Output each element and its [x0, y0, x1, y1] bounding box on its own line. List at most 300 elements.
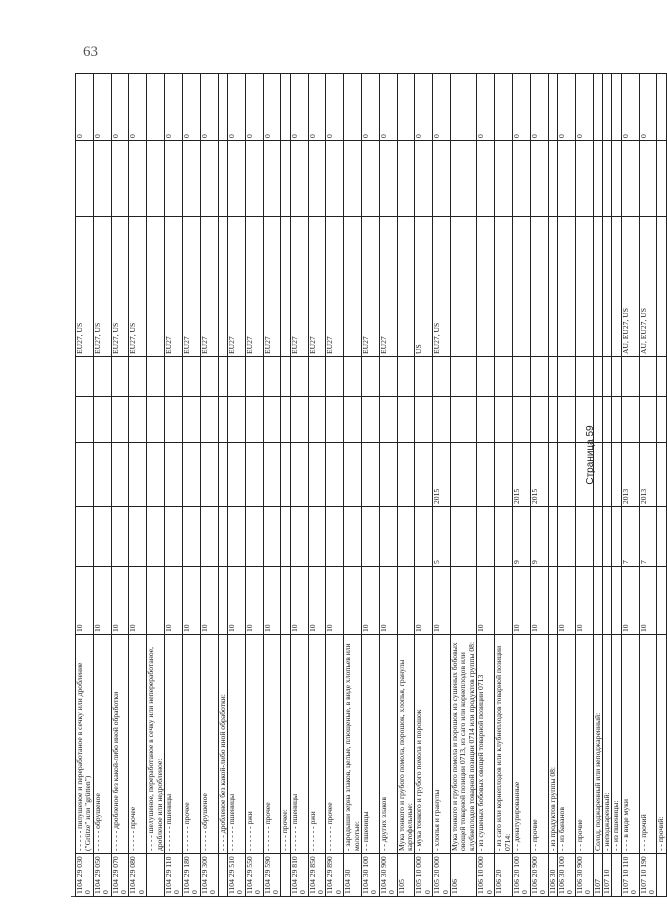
- empty-cell: [379, 397, 397, 443]
- rate-cell: [602, 567, 611, 635]
- description-cell: - неподжаренный:: [602, 635, 611, 854]
- year-cell: [495, 443, 513, 507]
- empty-cell: [657, 357, 666, 397]
- empty-cell: [218, 141, 227, 217]
- table-row: [548, 74, 557, 897]
- empty-cell: [530, 397, 548, 443]
- empty-cell: [557, 141, 575, 217]
- rate-reduced-cell: [344, 507, 362, 567]
- countries-cell: AU, EU27, US: [639, 217, 657, 357]
- rate-reduced-cell: [111, 507, 129, 567]
- rate-cell: 10: [557, 567, 575, 635]
- rate-cell: 10: [621, 567, 639, 635]
- code-cell: 1104 30: [344, 854, 362, 897]
- rate-cell: 10: [433, 567, 451, 635]
- description-cell: - из сушеных бобовых овощей товарной позиции 0713: [477, 635, 495, 854]
- empty-cell: [290, 141, 308, 217]
- rate-reduced-cell: [281, 507, 290, 567]
- description-cell: - - из пшеницы:: [612, 635, 621, 854]
- final-rate-cell: [612, 74, 621, 141]
- description-cell: - зародыши зерна злаков, целые, плющеные, в виде хлопьев или молотые:: [344, 635, 362, 854]
- code-cell: 1105: [397, 854, 415, 897]
- final-rate-cell: 0: [326, 74, 344, 141]
- rate-cell: 10: [111, 567, 129, 635]
- empty-cell: [548, 141, 557, 217]
- empty-cell: [281, 141, 290, 217]
- rate-cell: 10: [263, 567, 281, 635]
- final-rate-cell: 0: [245, 74, 263, 141]
- table-row: [621, 74, 639, 897]
- final-rate-cell: 0: [308, 74, 326, 141]
- description-cell: - - - - - обрушеное: [93, 635, 111, 854]
- table-row: [76, 74, 94, 897]
- countries-cell: [548, 217, 557, 357]
- year-cell: [218, 443, 227, 507]
- final-rate-cell: 0: [182, 74, 200, 141]
- year-cell: [451, 443, 477, 507]
- countries-cell: EU27: [227, 217, 245, 357]
- table-row: [111, 74, 129, 897]
- empty-cell: [530, 357, 548, 397]
- rate-reduced-cell: 5: [433, 507, 451, 567]
- code-cell: 1104 29 890 0: [326, 854, 344, 897]
- countries-cell: [147, 217, 165, 357]
- empty-cell: [147, 397, 165, 443]
- table-row: [557, 74, 575, 897]
- year-cell: [76, 443, 94, 507]
- rate-reduced-cell: [227, 507, 245, 567]
- description-cell: - хлопья и гранулы: [433, 635, 451, 854]
- empty-cell: [263, 357, 281, 397]
- table-row: [182, 74, 200, 897]
- countries-cell: [281, 217, 290, 357]
- description-cell: - - - - - - пшеницы: [165, 635, 183, 854]
- empty-cell: [557, 357, 575, 397]
- table-row: [657, 74, 666, 897]
- table-row: [227, 74, 245, 897]
- description-cell: - - пшеницы: [362, 635, 380, 854]
- empty-cell: [593, 141, 602, 217]
- empty-cell: [227, 357, 245, 397]
- final-rate-cell: [147, 74, 165, 141]
- code-cell: [612, 854, 621, 897]
- empty-cell: [308, 397, 326, 443]
- countries-cell: EU27: [165, 217, 183, 357]
- final-rate-cell: [281, 74, 290, 141]
- final-rate-cell: 0: [575, 74, 593, 141]
- empty-cell: [263, 141, 281, 217]
- empty-cell: [227, 397, 245, 443]
- empty-cell: [657, 397, 666, 443]
- description-cell: - - - - - прочее: [129, 635, 147, 854]
- year-cell: [415, 443, 433, 507]
- table-row: [281, 74, 290, 897]
- empty-cell: [290, 357, 308, 397]
- rate-reduced-cell: [326, 507, 344, 567]
- year-cell: [612, 443, 621, 507]
- empty-cell: [147, 141, 165, 217]
- code-cell: 1104 30 100 0: [362, 854, 380, 897]
- rate-cell: 10: [415, 567, 433, 635]
- code-cell: 1104 29 070 0: [111, 854, 129, 897]
- year-cell: [557, 443, 575, 507]
- empty-cell: [326, 141, 344, 217]
- empty-cell: [639, 141, 657, 217]
- table-row: [200, 74, 218, 897]
- tariff-table: [75, 73, 667, 897]
- rate-cell: [612, 567, 621, 635]
- year-cell: [227, 443, 245, 507]
- empty-cell: [245, 357, 263, 397]
- table-row: [344, 74, 362, 897]
- empty-cell: [602, 357, 611, 397]
- empty-cell: [512, 357, 530, 397]
- rate-cell: 10: [639, 567, 657, 635]
- empty-cell: [129, 141, 147, 217]
- empty-cell: [263, 397, 281, 443]
- empty-cell: [218, 397, 227, 443]
- table-row: [495, 74, 513, 897]
- countries-cell: [512, 217, 530, 357]
- year-cell: 2013: [621, 443, 639, 507]
- rate-reduced-cell: [290, 507, 308, 567]
- rate-reduced-cell: [379, 507, 397, 567]
- final-rate-cell: 0: [227, 74, 245, 141]
- description-cell: Мука тонкого и грубого помола, порошок, хлопья, гранулы картофельные:: [397, 635, 415, 854]
- year-cell: [290, 443, 308, 507]
- description-cell: - - прочий:: [657, 635, 666, 854]
- description-cell: - - - - прочее:: [281, 635, 290, 854]
- countries-cell: EU27: [308, 217, 326, 357]
- code-cell: 1104 29 080 0: [129, 854, 147, 897]
- table-row: [602, 74, 611, 897]
- rate-cell: 10: [182, 567, 200, 635]
- description-cell: - - - в виде муки: [621, 635, 639, 854]
- code-cell: 1106 20: [495, 854, 513, 897]
- rate-reduced-cell: [218, 507, 227, 567]
- code-cell: 1104 30 900 0: [379, 854, 397, 897]
- year-cell: [111, 443, 129, 507]
- code-cell: 1104 29 590 0: [263, 854, 281, 897]
- year-cell: [129, 443, 147, 507]
- empty-cell: [639, 397, 657, 443]
- empty-cell: [612, 357, 621, 397]
- rate-reduced-cell: 7: [621, 507, 639, 567]
- countries-cell: [575, 217, 593, 357]
- empty-cell: [362, 141, 380, 217]
- table-row: [415, 74, 433, 897]
- final-rate-cell: [602, 74, 611, 141]
- code-cell: 1104 29 810 0: [290, 854, 308, 897]
- empty-cell: [165, 141, 183, 217]
- empty-cell: [397, 141, 415, 217]
- code-cell: 1106 10 000 0: [477, 854, 495, 897]
- table-row: [263, 74, 281, 897]
- rate-reduced-cell: [451, 507, 477, 567]
- empty-cell: [495, 141, 513, 217]
- empty-cell: [451, 397, 477, 443]
- year-cell: [362, 443, 380, 507]
- year-cell: [165, 443, 183, 507]
- empty-cell: [76, 397, 94, 443]
- countries-cell: [593, 217, 602, 357]
- code-cell: [147, 854, 165, 897]
- empty-cell: [512, 397, 530, 443]
- empty-cell: [557, 397, 575, 443]
- final-rate-cell: [548, 74, 557, 141]
- final-rate-cell: 0: [477, 74, 495, 141]
- description-cell: - - прочие: [575, 635, 593, 854]
- code-cell: 1104 29 510 0: [227, 854, 245, 897]
- description-cell: - - - прочий: [639, 635, 657, 854]
- rate-cell: 10: [290, 567, 308, 635]
- table-row: [93, 74, 111, 897]
- table-row: [147, 74, 165, 897]
- rate-cell: 10: [165, 567, 183, 635]
- table-row: [477, 74, 495, 897]
- empty-cell: [415, 397, 433, 443]
- countries-cell: [602, 217, 611, 357]
- year-cell: [657, 443, 666, 507]
- empty-cell: [344, 357, 362, 397]
- code-cell: 1104 29 550 0: [245, 854, 263, 897]
- countries-cell: [612, 217, 621, 357]
- empty-cell: [182, 357, 200, 397]
- code-cell: 1106 30 900 0: [575, 854, 593, 897]
- empty-cell: [433, 141, 451, 217]
- table-row: [451, 74, 477, 897]
- rate-reduced-cell: [612, 507, 621, 567]
- empty-cell: [165, 397, 183, 443]
- countries-cell: [530, 217, 548, 357]
- countries-cell: [557, 217, 575, 357]
- final-rate-cell: [218, 74, 227, 141]
- table-row: [433, 74, 451, 897]
- rate-reduced-cell: [129, 507, 147, 567]
- countries-cell: EU27: [362, 217, 380, 357]
- description-cell: - - - - - - пшеницы: [290, 635, 308, 854]
- countries-cell: EU27: [379, 217, 397, 357]
- final-rate-cell: 0: [362, 74, 380, 141]
- rate-cell: 10: [227, 567, 245, 635]
- rate-reduced-cell: [76, 507, 94, 567]
- countries-cell: [451, 217, 477, 357]
- code-cell: [657, 854, 666, 897]
- countries-cell: [495, 217, 513, 357]
- rate-reduced-cell: [477, 507, 495, 567]
- empty-cell: [76, 357, 94, 397]
- description-cell: - - - - - обрушеное: [200, 635, 218, 854]
- final-rate-cell: [593, 74, 602, 141]
- description-cell: - - других злаков: [379, 635, 397, 854]
- countries-cell: EU27, US: [433, 217, 451, 357]
- empty-cell: [602, 141, 611, 217]
- empty-cell: [129, 357, 147, 397]
- rate-cell: [281, 567, 290, 635]
- final-rate-cell: [495, 74, 513, 141]
- code-cell: 1104 29 850 0: [308, 854, 326, 897]
- empty-cell: [495, 397, 513, 443]
- description-cell: - из саго или корнеплодов или клубнеплодов товарной позиции 0714:: [495, 635, 513, 854]
- rate-cell: 10: [575, 567, 593, 635]
- countries-cell: EU27: [326, 217, 344, 357]
- code-cell: 1107 10 190 0: [639, 854, 657, 897]
- empty-cell: [308, 357, 326, 397]
- empty-cell: [281, 357, 290, 397]
- code-cell: 1104 29 030 0: [76, 854, 94, 897]
- year-cell: [147, 443, 165, 507]
- empty-cell: [200, 357, 218, 397]
- rate-reduced-cell: [657, 507, 666, 567]
- code-cell: 1106 20 900 0: [530, 854, 548, 897]
- handwritten-page-mark: 63: [83, 44, 98, 60]
- rate-reduced-cell: [495, 507, 513, 567]
- empty-cell: [165, 357, 183, 397]
- countries-cell: EU27, US: [76, 217, 94, 357]
- rate-reduced-cell: [602, 507, 611, 567]
- countries-cell: [344, 217, 362, 357]
- code-cell: 1105 10 000 0: [415, 854, 433, 897]
- table-row: [165, 74, 183, 897]
- rate-reduced-cell: [308, 507, 326, 567]
- rate-reduced-cell: [245, 507, 263, 567]
- empty-cell: [397, 397, 415, 443]
- rate-cell: 10: [129, 567, 147, 635]
- year-cell: [200, 443, 218, 507]
- final-rate-cell: 0: [530, 74, 548, 141]
- countries-cell: EU27: [200, 217, 218, 357]
- year-cell: [602, 443, 611, 507]
- rate-reduced-cell: [263, 507, 281, 567]
- rate-reduced-cell: [557, 507, 575, 567]
- code-cell: [281, 854, 290, 897]
- rate-reduced-cell: 7: [639, 507, 657, 567]
- rate-cell: 10: [93, 567, 111, 635]
- rate-reduced-cell: [397, 507, 415, 567]
- countries-cell: EU27: [263, 217, 281, 357]
- final-rate-cell: 0: [557, 74, 575, 141]
- empty-cell: [621, 141, 639, 217]
- countries-cell: [218, 217, 227, 357]
- year-cell: [397, 443, 415, 507]
- table-row: [362, 74, 380, 897]
- countries-cell: EU27: [290, 217, 308, 357]
- description-cell: - - прочие: [530, 635, 548, 854]
- countries-cell: [477, 217, 495, 357]
- empty-cell: [344, 141, 362, 217]
- description-cell: - из продуктов группы 08:: [548, 635, 557, 854]
- empty-cell: [147, 357, 165, 397]
- year-cell: 2015: [512, 443, 530, 507]
- year-cell: [263, 443, 281, 507]
- description-cell: Мука тонкого и грубого помола и порошок из сушеных бобовых овощей товарной позиции 0713, из саго или корнеплодов или клубнеплодов товарной позиции 0714 или продуктов группы 08:: [451, 635, 477, 854]
- empty-cell: [477, 141, 495, 217]
- rate-cell: 10: [477, 567, 495, 635]
- countries-cell: EU27, US: [93, 217, 111, 357]
- empty-cell: [281, 397, 290, 443]
- empty-cell: [182, 397, 200, 443]
- empty-cell: [182, 141, 200, 217]
- description-cell: - - - - - пилушеное и переработаное в сечку или дробление ("Grütze" или "grütten"): [76, 635, 94, 854]
- empty-cell: [379, 141, 397, 217]
- rate-cell: [344, 567, 362, 635]
- year-cell: [93, 443, 111, 507]
- rate-reduced-cell: [182, 507, 200, 567]
- final-rate-cell: [397, 74, 415, 141]
- year-cell: 2013: [639, 443, 657, 507]
- countries-cell: EU27: [182, 217, 200, 357]
- empty-cell: [575, 141, 593, 217]
- description-cell: - - - - - - ржи: [308, 635, 326, 854]
- rate-cell: 10: [362, 567, 380, 635]
- final-rate-cell: 0: [290, 74, 308, 141]
- countries-cell: US: [415, 217, 433, 357]
- empty-cell: [93, 141, 111, 217]
- empty-cell: [218, 357, 227, 397]
- final-rate-cell: 0: [93, 74, 111, 141]
- code-cell: 1106 30 100 0: [557, 854, 575, 897]
- final-rate-cell: 0: [379, 74, 397, 141]
- rate-cell: 10: [379, 567, 397, 635]
- code-cell: 1106 30: [548, 854, 557, 897]
- rate-cell: [218, 567, 227, 635]
- rate-cell: [593, 567, 602, 635]
- empty-cell: [602, 397, 611, 443]
- description-cell: - - - - - - прочее: [182, 635, 200, 854]
- empty-cell: [530, 141, 548, 217]
- countries-cell: EU27: [245, 217, 263, 357]
- countries-cell: AU, EU27, US: [621, 217, 639, 357]
- empty-cell: [111, 141, 129, 217]
- table-row: [612, 74, 621, 897]
- year-cell: 2015: [433, 443, 451, 507]
- description-cell: - мука тонкого и грубого помола и порошок: [415, 635, 433, 854]
- empty-cell: [451, 141, 477, 217]
- rate-reduced-cell: [362, 507, 380, 567]
- empty-cell: [326, 397, 344, 443]
- empty-cell: [477, 397, 495, 443]
- empty-cell: [621, 357, 639, 397]
- year-cell: [245, 443, 263, 507]
- empty-cell: [326, 357, 344, 397]
- code-cell: 1104 29 300 0: [200, 854, 218, 897]
- empty-cell: [379, 357, 397, 397]
- final-rate-cell: 0: [165, 74, 183, 141]
- empty-cell: [433, 397, 451, 443]
- empty-cell: [200, 397, 218, 443]
- rate-reduced-cell: [93, 507, 111, 567]
- rate-cell: 10: [512, 567, 530, 635]
- rate-cell: [657, 567, 666, 635]
- empty-cell: [397, 357, 415, 397]
- year-cell: [344, 443, 362, 507]
- code-cell: 1105 20 000 0: [433, 854, 451, 897]
- final-rate-cell: 0: [415, 74, 433, 141]
- description-cell: - - - - - дробленое без какой-либо иной обработки: [111, 635, 129, 854]
- empty-cell: [657, 141, 666, 217]
- code-cell: 1107: [593, 854, 602, 897]
- empty-cell: [415, 357, 433, 397]
- code-cell: 1106 20 100 0: [512, 854, 530, 897]
- rate-cell: 10: [245, 567, 263, 635]
- empty-cell: [93, 397, 111, 443]
- empty-cell: [111, 357, 129, 397]
- table-row: [129, 74, 147, 897]
- empty-cell: [245, 397, 263, 443]
- final-rate-cell: 0: [111, 74, 129, 141]
- empty-cell: [200, 141, 218, 217]
- code-cell: 1107 10: [602, 854, 611, 897]
